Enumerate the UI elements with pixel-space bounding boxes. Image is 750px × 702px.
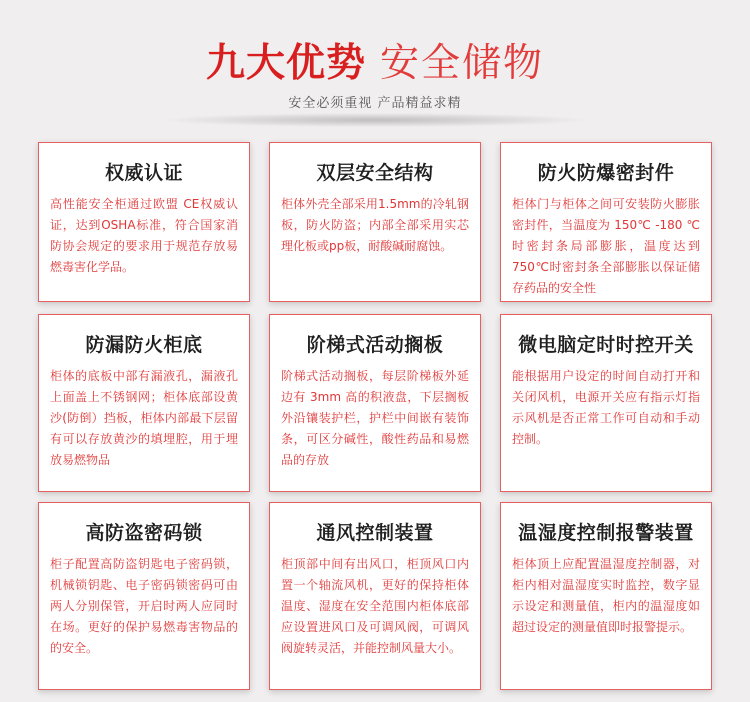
card-body: 柜体外壳全部采用1.5mm的冷轧钢板，防火防盗；内部全部采用实芯理化板或pp板，耐酸碱耐腐蚀。 [281,197,469,253]
feature-card [500,314,712,492]
card-body: 柜体顶上应配置温湿度控制器，对柜内相对温湿度实时监控，数字显示设定和测量值，柜内的温湿度如超过设定的测量值即时报警提示。 [512,557,700,634]
card-title: 温湿度控制报警装置 [518,522,694,544]
card-body: 高性能安全柜通过欧盟 CE权威认证，达到OSHA标准，符合国家消防协会规定的要求用于规范存放易燃毒害化学品。 [50,197,238,274]
feature-card [500,502,712,690]
feature-card [269,314,481,492]
card-body: 阶梯式活动搁板，每层阶梯板外延边有 3mm 高的积液盘，下层搁板外沿镶装护栏，护栏中间嵌有装饰条，可区分碱性，酸性药品和易燃品的存放 [281,369,469,467]
card-body: 能根据用户设定的时间自动打开和关闭风机，电源开关应有指示灯指示风机是否正常工作可自动和手动控制。 [512,369,700,446]
card-title: 双层安全结构 [316,162,434,184]
card-body: 柜体门与柜体之间可安装防火膨胀密封件，当温度为 150℃ -180 ℃时密封条局部膨胀，温度达到 750℃时密封条全部膨胀以保证储存药品的安全性 [512,197,700,295]
feature-card [269,142,481,302]
card-body: 柜体的底板中部有漏液孔，漏液孔上面盖上不锈钢网；柜体底部设黄沙(防倒）挡板，柜体内部最下层留有可以存放黄沙的填埋腔，用于埋放易燃物品 [50,369,238,467]
card-title: 阶梯式活动搁板 [306,334,444,356]
card-title: 防火防爆密封件 [537,162,675,184]
feature-card [269,502,481,690]
card-title: 微电脑定时时控开关 [518,334,694,356]
header [0,0,750,125]
card-title: 权威认证 [104,162,183,184]
card-title: 防漏防火柜底 [85,334,203,356]
feature-card [500,142,712,302]
feature-card [38,314,250,492]
title-shadow-divider [165,113,585,127]
card-body: 柜顶部中间有出风口，柜顶风口内置一个轴流风机，更好的保持柜体温度、湿度在安全范围内柜体底部应设置进风口及可调风阀，可调风阀旋转灵活，并能控制风量大小。 [281,557,469,655]
page-title [0,32,750,88]
card-title: 高防盗密码锁 [85,522,203,544]
card-title: 通风控制装置 [316,522,434,544]
title-strong: 九大优势 [205,41,366,86]
feature-card [38,142,250,302]
card-body: 柜子配置高防盗钥匙电子密码锁，机械锁钥匙、电子密码锁密码可由两人分别保管，开启时两人应同时在场。更好的保护易燃毒害物品的的安全。 [50,557,238,655]
feature-card [38,502,250,690]
page-subtitle: 安全必须重视 产品精益求精 [288,96,462,111]
title-light: 安全储物 [380,41,545,86]
